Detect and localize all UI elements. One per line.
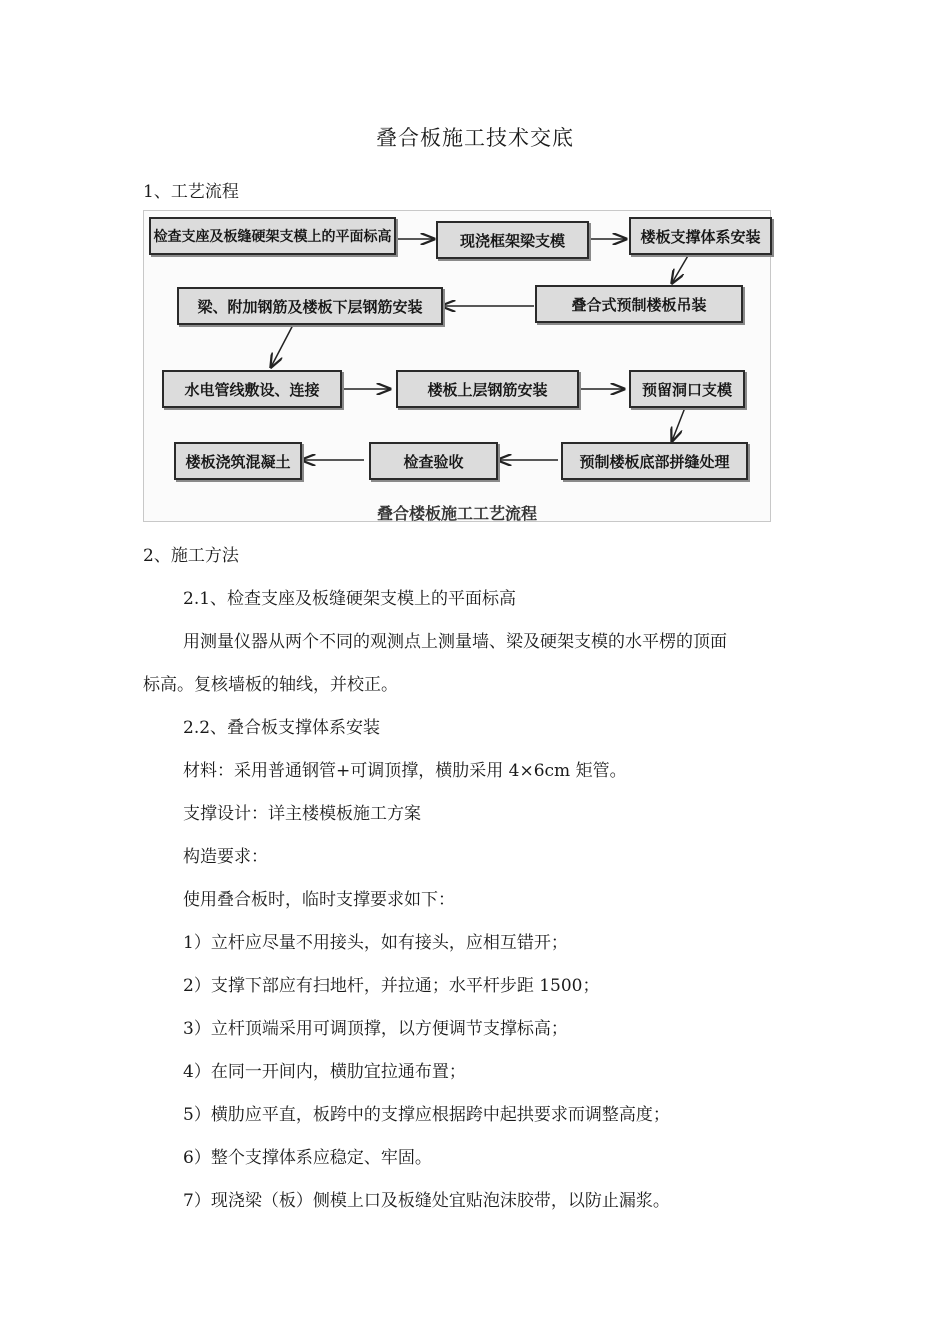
arrow-3-4: [672, 254, 689, 283]
requirement-item-3: 3）立杆顶端采用可调顶撑，以方便调节支撑标高；: [183, 1019, 568, 1039]
flow-step-10: 检查验收: [369, 442, 498, 480]
flow-step-3: 楼板支撑体系安装: [629, 217, 772, 255]
arrow-5-6: [271, 323, 294, 367]
requirement-item-1: 1）立杆应尽量不用接头，如有接头，应相互错开；: [183, 933, 568, 953]
subsection-2-1-heading: 2.1、检查支座及板缝硬架支模上的平面标高: [183, 589, 517, 609]
subsection-2-2-heading: 2.2、叠合板支撑体系安装: [183, 718, 381, 738]
requirement-item-7: 7）现浇梁（板）侧模上口及板缝处宜贴泡沫胶带，以防止漏浆。: [183, 1191, 670, 1211]
subsection-2-1-paragraph-line-2: 标高。复核墙板的轴线，并校正。: [143, 675, 398, 695]
requirement-item-5: 5）横肋应平直，板跨中的支撑应根据跨中起拱要求而调整高度；: [183, 1105, 670, 1125]
flow-step-2: 现浇框架梁支模: [436, 221, 589, 259]
flow-step-7: 楼板上层钢筋安装: [396, 370, 579, 408]
arrow-8-9: [672, 405, 686, 441]
usage-intro-line: 使用叠合板时，临时支撑要求如下：: [183, 890, 455, 910]
support-design-line: 支撑设计：详主楼模板施工方案: [183, 804, 421, 824]
flow-step-4: 叠合式预制楼板吊装: [535, 285, 743, 323]
construction-requirements-label: 构造要求：: [183, 847, 268, 867]
material-line: 材料：采用普通钢管+可调顶撑，横肋采用 4×6cm 矩管。: [183, 761, 627, 781]
requirement-item-2: 2）支撑下部应有扫地杆，并拉通；水平杆步距 1500；: [183, 976, 600, 996]
document-title: 叠合板施工技术交底: [376, 126, 574, 150]
process-flowchart: [143, 210, 771, 522]
flow-step-9: 预制楼板底部拼缝处理: [561, 442, 748, 480]
subsection-2-1-paragraph-line-1: 用测量仪器从两个不同的观测点上测量墙、梁及硬架支模的水平楞的顶面: [183, 632, 727, 652]
section-1-heading: 1、工艺流程: [143, 182, 239, 202]
flow-step-1: 检查支座及板缝硬架支模上的平面标高: [149, 217, 396, 255]
section-2-heading: 2、施工方法: [143, 546, 239, 566]
flow-step-6: 水电管线敷设、连接: [162, 370, 342, 408]
flow-step-5: 梁、附加钢筋及楼板下层钢筋安装: [177, 287, 443, 325]
flow-step-11: 楼板浇筑混凝土: [174, 442, 302, 480]
requirement-item-4: 4）在同一开间内，横肋宜拉通布置；: [183, 1062, 466, 1082]
requirement-item-6: 6）整个支撑体系应稳定、牢固。: [183, 1148, 432, 1168]
flowchart-caption: 叠合楼板施工工艺流程: [376, 504, 537, 523]
flow-step-8: 预留洞口支模: [629, 370, 745, 408]
